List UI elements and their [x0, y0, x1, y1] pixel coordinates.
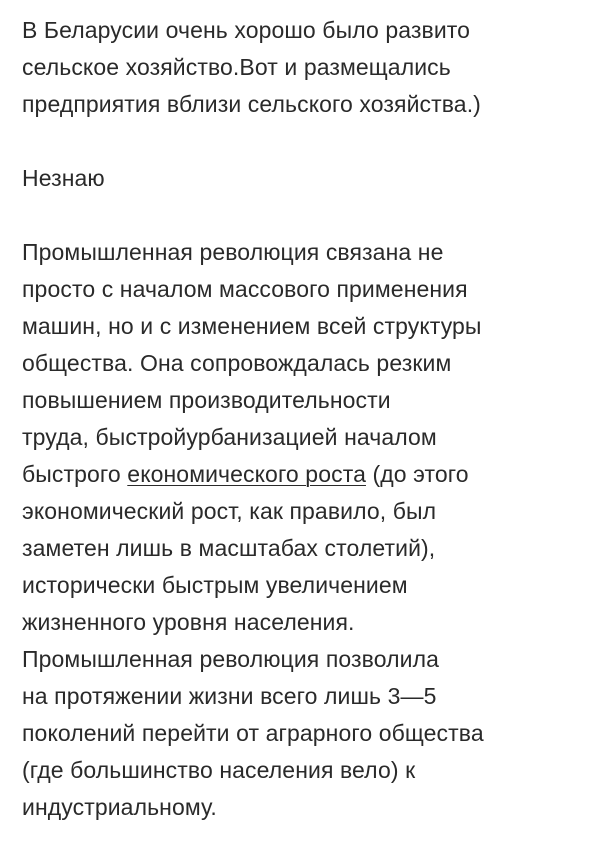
paragraph-spacer: [22, 123, 602, 160]
text-line: жизненного уровня населения.: [22, 609, 355, 635]
text-line: индустриальному.: [22, 794, 217, 820]
text-line: сельское хозяйство.Вот и размещались: [22, 54, 451, 80]
text-line: на протяжении жизни всего лишь 3—5: [22, 683, 437, 709]
text-line: экономический рост, как правило, был: [22, 498, 437, 524]
text-line: В Беларусии очень хорошо было развито: [22, 17, 471, 43]
text-line: Незнаю: [22, 165, 105, 191]
text-line: труда, быстройурбанизацией началом: [22, 424, 437, 450]
text-line: просто с началом массового применения: [22, 276, 468, 302]
answer-paragraph-3: [22, 234, 602, 826]
text-line: поколений перейти от аграрного общества: [22, 720, 484, 746]
text-line-with-link: [22, 456, 602, 493]
text-segment: быстрого: [22, 461, 128, 487]
economic-growth-link[interactable]: економического роста: [127, 461, 366, 487]
text-line: общества. Она сопровождалась резким: [22, 350, 452, 376]
text-segment: (до этого: [365, 461, 469, 487]
text-line: Промышленная революция позволила: [22, 646, 439, 672]
paragraph-spacer: [22, 197, 602, 234]
text-line: Промышленная революция связана не: [22, 239, 444, 265]
text-line: предприятия вблизи сельского хозяйства.): [22, 91, 481, 117]
answer-paragraph-1: [22, 12, 602, 123]
text-line: (где большинство населения вело) к: [22, 757, 416, 783]
text-line: машин, но и с изменением всей структуры: [22, 313, 482, 339]
document-body: [22, 12, 602, 826]
text-line: исторически быстрым увеличением: [22, 572, 408, 598]
answer-paragraph-2: [22, 160, 602, 197]
text-line: заметен лишь в масштабах столетий),: [22, 535, 436, 561]
text-line: повышением производительности: [22, 387, 391, 413]
